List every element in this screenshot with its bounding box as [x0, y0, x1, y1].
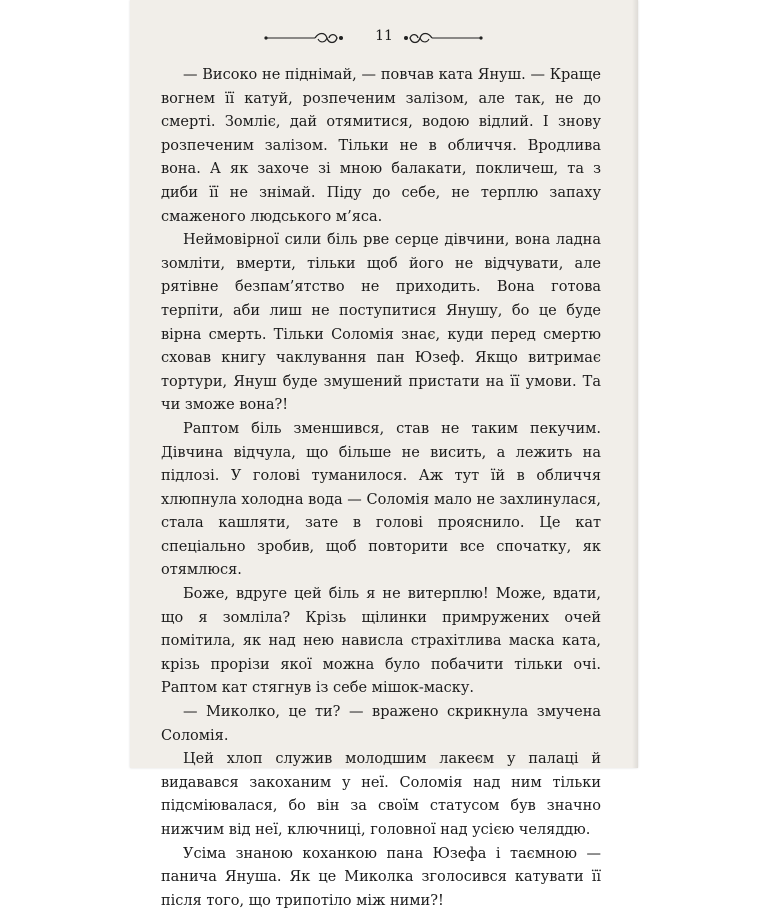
paragraph: — Високо не піднімай, — повчав ката Януш. — Краще вогнем її катуй, розпеченим залізом, але так, не до смерті. Зомліє, дай отямитися, водою відлий. І знову розпеченим залізом. Тільки не в обличчя. Вродлива вона. А як захоче зі мною балакати, покличеш, та з диби її не знімай. Піду до себе, не терплю запаху смаженого людського м’яса. — [161, 67, 601, 225]
paragraph: Цей хлоп служив молодшим лакеєм у палаці й видавався закоханим у неї. Соломія над ним тільки підсміювалася, бо він за своїм статусом був значно нижчим від неї, ключниці, головної над усією челяддю. — [161, 751, 601, 838]
paragraph: Усіма знаною коханкою пана Юзефа і таємною — панича Януша. Як це Миколка зголосився катувати її після того, що трипотіло між ними?! — [161, 845, 601, 909]
paragraph: Неймовірної сили біль рве серце дівчини, вона ладна зомліти, вмерти, тільки щоб його не відчувати, але рятівне безпам’ятство не приходить. Вона готова терпіти, аби лиш не поступитися Янушу, бо це буде вірна смерть. Тільки Соломія знає, куди перед смертю сховав книгу чаклування пан Юзеф. Якщо витримає тортури, Януш буде змушений пристати на її умови. Та чи зможе вона?! — [161, 232, 601, 414]
paragraph: Раптом біль зменшився, став не таким пекучим. Дівчина відчула, що більше не висить, а лежить на підлозі. У голові туманилося. Аж тут їй в обличчя хлюпнула холодна вода — Соломія мало не захлинулася, стала кашляти, зате в голові прояснило. Це кат спеціально зробив, щоб повторити все спочатку, як отямлюся. — [161, 420, 601, 579]
page-number: 11 — [375, 28, 393, 44]
body-text — [161, 64, 601, 913]
paragraph: Боже, вдруге цей біль я не витерплю! Може, вдати, що я зомліла? Крізь щілинки примружених очей помітила, як над нею нависла страхітлива маска ката, крізь прорізи якої можна було побачити тільки очі. Раптом кат стягнув із себе мішок-маску. — [161, 586, 601, 697]
right-ornament-icon — [398, 30, 484, 46]
paragraph: — Миколко, це ти? — вражено скрикнула змучена Соломія. — [161, 704, 601, 744]
page-header — [130, 26, 638, 48]
book-page — [130, 0, 638, 909]
